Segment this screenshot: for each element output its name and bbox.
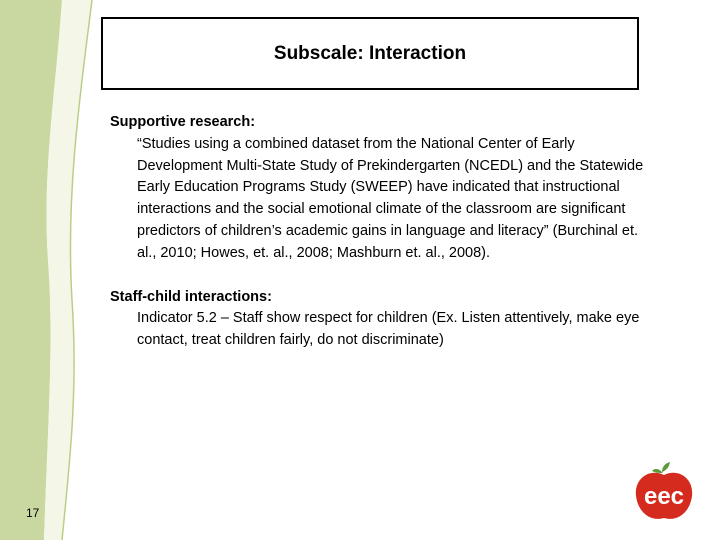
slide-title: Subscale: Interaction (273, 42, 467, 64)
supportive-research-heading: Supportive research: (110, 114, 256, 130)
staff-child-section (110, 287, 650, 352)
staff-child-text: Indicator 5.2 – Staff show respect for children (Ex. Listen attentively, make eye contact, treat children fairly, do not discriminate) (137, 310, 640, 349)
slide-number: 17 (26, 506, 40, 520)
staff-child-heading: Staff-child interactions: (110, 288, 272, 305)
slide-content (110, 112, 650, 352)
logo-text: eec (643, 483, 685, 510)
eec-logo-icon (632, 460, 696, 524)
supportive-research-text: “Studies using a combined dataset from the National Center of Early Development Multi-State Study of Prekindergarten (NCEDL) and the Statewide Early Education Programs Study (SWEEP) have indicated that instructional interactions and the social emotional climate of the classroom are significant predictors of children’s academic gains in language and literacy” (Burchinal et. al., 2010; Howes, et. al., 2008; Mashburn et. al., 2008). (137, 135, 644, 261)
title-box (101, 17, 639, 90)
